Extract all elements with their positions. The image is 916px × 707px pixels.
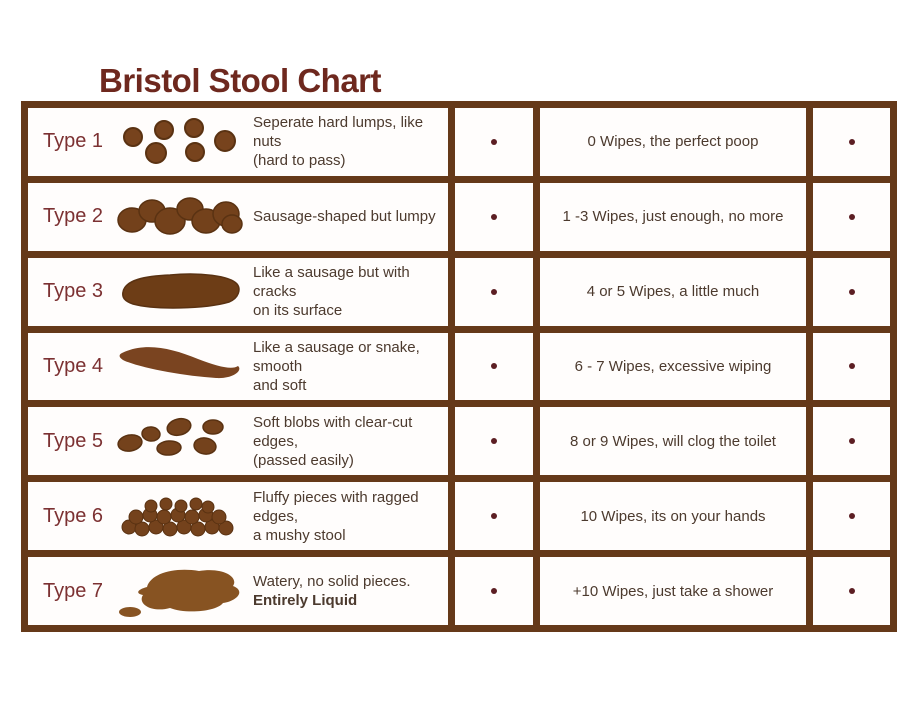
description-line-1: Like a sausage or snake, smooth bbox=[253, 338, 420, 375]
bullet-cell bbox=[813, 183, 890, 251]
table-row-type3-description-cell bbox=[28, 258, 448, 326]
description-line-2: and soft bbox=[253, 376, 307, 394]
bullet-dot-icon bbox=[849, 588, 855, 594]
bullet-cell bbox=[813, 407, 890, 475]
page-title: Bristol Stool Chart bbox=[99, 62, 382, 99]
wipes-text: 6 - 7 Wipes, excessive wiping bbox=[574, 357, 772, 375]
description-line-1: Like a sausage but with cracks bbox=[253, 264, 410, 301]
bullet-cell bbox=[813, 557, 890, 625]
bullet-cell bbox=[813, 482, 890, 550]
description-line-2: (hard to pass) bbox=[253, 152, 346, 170]
stool-description bbox=[253, 572, 411, 610]
bullet-dot-icon bbox=[849, 438, 855, 444]
bullet-dot-icon bbox=[491, 139, 497, 145]
bullet-dot-icon bbox=[491, 513, 497, 519]
stool-description bbox=[253, 413, 448, 470]
bristol-stool-table bbox=[21, 101, 897, 632]
stool-description bbox=[253, 207, 436, 226]
wipes-cell bbox=[540, 482, 806, 550]
bullet-cell bbox=[813, 333, 890, 401]
description-line-1: Soft blobs with clear-cut edges, bbox=[253, 413, 413, 450]
watery-puddle-icon bbox=[115, 561, 243, 621]
description-line-2: a mushy stool bbox=[253, 526, 346, 544]
table-row-type4-description-cell bbox=[28, 333, 448, 401]
table-row-type7-description-cell bbox=[28, 557, 448, 625]
description-line-1: Sausage-shaped but lumpy bbox=[253, 208, 436, 226]
type-label: Type 6 bbox=[43, 504, 104, 527]
type-label: Type 5 bbox=[43, 429, 104, 452]
description-line-2: Entirely Liquid bbox=[253, 592, 358, 610]
lumpy-sausage-icon bbox=[115, 187, 243, 247]
wipes-text: 0 Wipes, the perfect poop bbox=[587, 133, 759, 151]
stool-description bbox=[253, 488, 448, 545]
sausage-with-cracks-icon bbox=[115, 262, 243, 322]
bullet-cell bbox=[455, 482, 533, 550]
type-label: Type 3 bbox=[43, 280, 104, 303]
wipes-text: 8 or 9 Wipes, will clog the toilet bbox=[570, 432, 776, 450]
table-row-type5-description-cell bbox=[28, 407, 448, 475]
type-label: Type 4 bbox=[43, 354, 104, 377]
stool-description bbox=[253, 113, 448, 170]
bullet-dot-icon bbox=[849, 289, 855, 295]
bullet-cell bbox=[455, 407, 533, 475]
stool-description bbox=[253, 263, 448, 320]
description-line-1: Seperate hard lumps, like nuts bbox=[253, 114, 424, 151]
soft-blobs-icon bbox=[115, 411, 243, 471]
wipes-text: +10 Wipes, just take a shower bbox=[572, 582, 774, 600]
wipes-cell bbox=[540, 557, 806, 625]
bullet-dot-icon bbox=[849, 214, 855, 220]
bullet-dot-icon bbox=[491, 363, 497, 369]
bullet-cell bbox=[455, 258, 533, 326]
wipes-cell bbox=[540, 183, 806, 251]
fluffy-pieces-icon bbox=[115, 486, 243, 546]
description-line-1: Watery, no solid pieces. bbox=[253, 573, 411, 591]
wipes-cell bbox=[540, 407, 806, 475]
bullet-cell bbox=[813, 108, 890, 176]
table-row-type1-description-cell bbox=[28, 108, 448, 176]
table-row-type2-description-cell bbox=[28, 183, 448, 251]
wipes-text: 1 -3 Wipes, just enough, no more bbox=[562, 208, 784, 226]
bullet-dot-icon bbox=[849, 363, 855, 369]
bullet-cell bbox=[455, 183, 533, 251]
bullet-dot-icon bbox=[849, 139, 855, 145]
stool-description bbox=[253, 338, 448, 395]
bullet-cell bbox=[813, 258, 890, 326]
bullet-cell bbox=[455, 557, 533, 625]
type-label: Type 2 bbox=[43, 205, 104, 228]
bullet-dot-icon bbox=[491, 289, 497, 295]
description-line-2: (passed easily) bbox=[253, 451, 354, 469]
type-label: Type 7 bbox=[43, 579, 104, 602]
wipes-text: 4 or 5 Wipes, a little much bbox=[586, 283, 760, 301]
bullet-dot-icon bbox=[491, 588, 497, 594]
wipes-cell bbox=[540, 108, 806, 176]
bullet-cell bbox=[455, 333, 533, 401]
bullet-cell bbox=[455, 108, 533, 176]
description-line-2: on its surface bbox=[253, 302, 343, 320]
description-line-1: Fluffy pieces with ragged edges, bbox=[253, 488, 419, 525]
bullet-dot-icon bbox=[491, 438, 497, 444]
separate-hard-lumps-icon bbox=[115, 112, 243, 172]
wipes-cell bbox=[540, 258, 806, 326]
wipes-text: 10 Wipes, its on your hands bbox=[580, 507, 766, 525]
type-label: Type 1 bbox=[43, 130, 104, 153]
wipes-cell bbox=[540, 333, 806, 401]
smooth-snake-icon bbox=[115, 336, 243, 396]
bullet-dot-icon bbox=[849, 513, 855, 519]
table-row-type6-description-cell bbox=[28, 482, 448, 550]
bullet-dot-icon bbox=[491, 214, 497, 220]
